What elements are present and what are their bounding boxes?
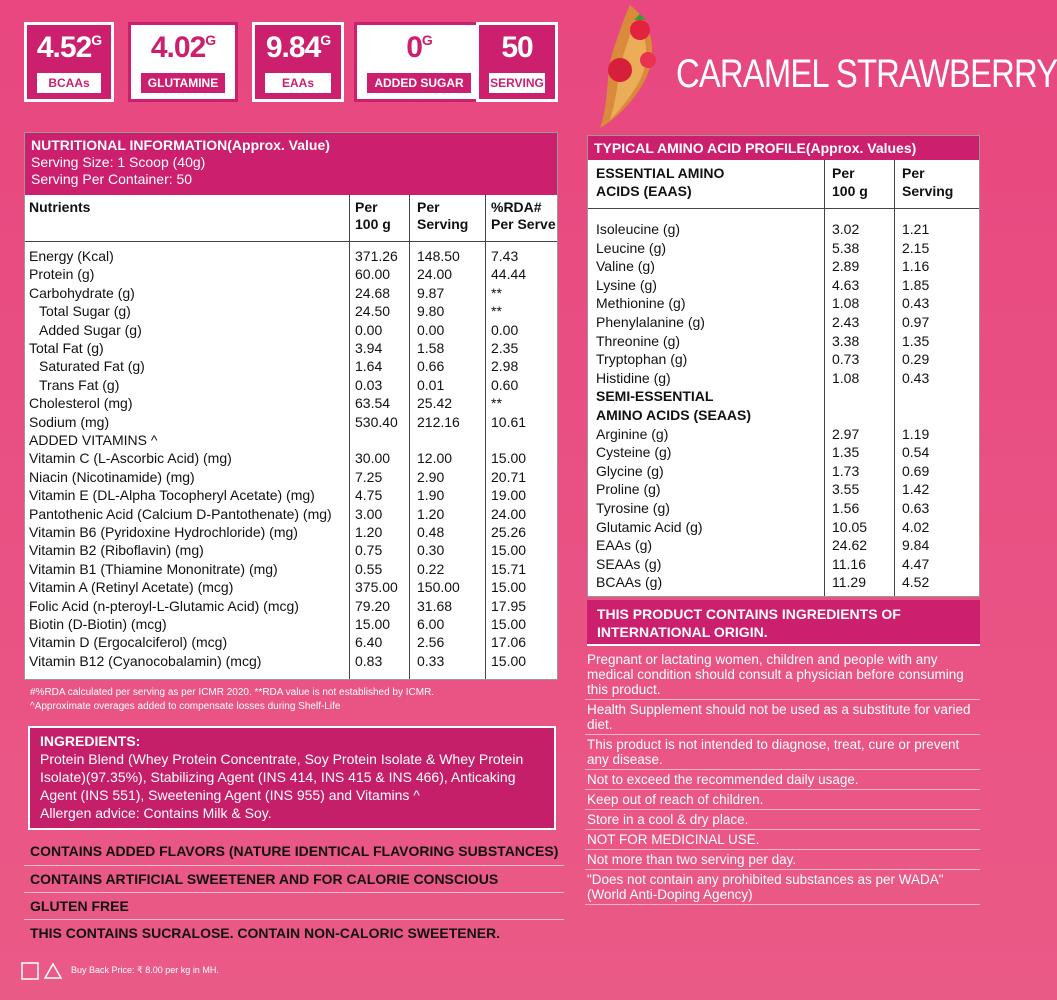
nutrient-value: 3.00: [355, 505, 383, 522]
nutrient-value: 10.61: [491, 413, 527, 430]
amino-name: EAAs (g): [596, 537, 653, 554]
nutrient-value: 1.20: [417, 505, 445, 522]
stat-value: $4.52^G$: [36, 31, 102, 64]
nutrient-name: Biotin (D-Biotin) (mcg): [29, 616, 167, 632]
stat-value: $0^G$: [406, 31, 432, 64]
ingredients-box: [28, 726, 556, 830]
amino-name: Arginine (g): [596, 425, 669, 442]
nutrient-value: 63.54: [355, 395, 391, 412]
amino-value: 11.16: [832, 555, 866, 572]
nutrient-value: **: [491, 303, 502, 320]
nutrient-name: Saturated Fat (g): [39, 358, 145, 375]
nutrient-value: 24.50: [355, 303, 391, 320]
nutrition-row: [25, 597, 557, 616]
nutrition-row: [25, 615, 557, 634]
warning-item: Not to exceed the recommended daily usage.: [585, 770, 980, 790]
nutrient-name: Vitamin B1 (Thiamine Mononitrate) (mg): [29, 560, 278, 577]
amino-row: [588, 573, 979, 592]
nutrition-row: [25, 633, 557, 652]
stat-added-sugar: [354, 22, 484, 102]
amino-row: [588, 462, 979, 481]
nutrient-value: 15.00: [491, 652, 527, 669]
amino-value: 1.56: [832, 500, 860, 516]
amino-name: Methionine (g): [596, 295, 686, 312]
nutrient-value: 0.55: [355, 560, 383, 577]
nutrition-row: [25, 486, 557, 505]
warning-item: Not more than two serving per day.: [585, 850, 980, 870]
nutrient-value: 375.00: [355, 579, 398, 596]
amino-value: 1.85: [902, 276, 930, 293]
amino-value: 10.05: [832, 518, 868, 535]
nutrition-row: [25, 284, 557, 303]
nutrient-value: 7.25: [355, 468, 383, 485]
nutrient-name: Vitamin B6 (Pyridoxine Hydrochloride) (mg): [29, 524, 298, 540]
stat-bcaas: [24, 22, 114, 102]
nutrient-value: 15.00: [491, 450, 527, 467]
amino-value: 1.16: [902, 258, 930, 275]
nutrient-name: Total Sugar (g): [39, 303, 131, 320]
nutrient-name: Vitamin A (Retinyl Acetate) (mcg): [29, 579, 234, 596]
amino-row: [588, 239, 979, 258]
claim-item: CONTAINS ADDED FLAVORS (NATURE IDENTICAL FLAVORING SUBSTANCES): [30, 843, 559, 859]
claim-item: THIS CONTAINS SUCRALOSE. CONTAIN NON-CALORIC SWEETENER.: [24, 919, 564, 946]
nutrient-name: Protein (g): [29, 266, 95, 283]
nutrition-row: [25, 321, 557, 340]
nutrient-value: 6.00: [417, 616, 445, 632]
nutrient-value: **: [491, 284, 502, 301]
origin-banner: [587, 600, 980, 646]
nutrient-name: Pantothenic Acid (Calcium D-Pantothenate) (mg): [29, 505, 332, 522]
triangle-recycle-icon: [43, 961, 63, 981]
nutrient-value: 0.00: [355, 321, 383, 338]
nutrient-value: 60.00: [355, 266, 391, 283]
amino-row: [588, 294, 979, 313]
claims-list: [24, 838, 564, 946]
nutrient-value: 25.26: [491, 524, 527, 540]
nutrition-row: [25, 468, 557, 487]
claim-item: CONTAINS ARTIFICIAL SWEETENER AND FOR CALORIE CONSCIOUS: [24, 865, 564, 892]
nutrient-name: Carbohydrate (g): [29, 284, 135, 301]
nutrition-row: [25, 578, 557, 597]
nutrient-name: Added Sugar (g): [39, 321, 142, 338]
warning-item: Health Supplement should not be used as a substitute for varied diet.: [585, 700, 980, 735]
header-rule: [588, 208, 979, 209]
amino-row: [588, 443, 979, 462]
nutrient-value: 530.40: [355, 413, 398, 430]
nutrient-value: 30.00: [355, 450, 391, 467]
ingredients-title: INGREDIENTS:: [40, 733, 141, 749]
amino-header-name: ESSENTIAL AMINO ACIDS (EAAS): [596, 165, 725, 199]
amino-value: 4.02: [902, 518, 930, 535]
nutrient-value: 0.00: [417, 321, 445, 338]
flavor-name: CARAMEL STRAWBERRY: [676, 52, 1057, 96]
amino-value: 1.19: [902, 425, 930, 442]
nutrient-name: Total Fat (g): [29, 340, 104, 356]
warning-item: Keep out of reach of children.: [585, 790, 980, 810]
amino-value: 3.02: [832, 221, 860, 237]
stat-label: ADDED SUGAR: [367, 73, 471, 93]
nutrient-value: 4.75: [355, 487, 383, 504]
nutrient-name: Vitamin E (DL-Alpha Tocopheryl Acetate) (mg): [29, 487, 315, 504]
serving-size: Serving Size: 1 Scoop (40g): [31, 154, 206, 170]
nutrient-value: 371.26: [355, 248, 398, 264]
nutrient-value: 2.35: [491, 340, 519, 356]
amino-row: [588, 220, 979, 239]
nutrition-row: [25, 505, 557, 524]
amino-row: [588, 425, 979, 444]
nutrient-value: 148.50: [417, 248, 460, 264]
origin-line-2: INTERNATIONAL ORIGIN.: [597, 624, 768, 640]
amino-row: [588, 350, 979, 369]
amino-value: 5.38: [832, 239, 860, 256]
nutrient-value: 12.00: [417, 450, 453, 467]
nutrient-value: 25.42: [417, 395, 453, 412]
nutrition-row: [25, 449, 557, 468]
nutrition-row: [25, 560, 557, 579]
nutrient-value: 0.60: [491, 376, 519, 393]
nutrient-name: Vitamin B2 (Riboflavin) (mg): [29, 542, 204, 559]
nutrient-name: Sodium (mg): [29, 413, 110, 430]
footnotes: [30, 686, 434, 714]
nutrient-name: Cholesterol (mg): [29, 395, 133, 412]
warning-item: Pregnant or lactating women, children and people with any medical condition should consult a physician before consuming this product.: [585, 650, 980, 700]
nutrition-row: [25, 541, 557, 560]
amino-value: 1.35: [832, 444, 860, 461]
nutrient-value: 20.71: [491, 468, 527, 485]
amino-value: 9.84: [902, 537, 930, 554]
nutrition-title: NUTRITIONAL INFORMATION(Approx. Value): [31, 137, 330, 153]
amino-name: Tyrosine (g): [596, 500, 670, 516]
amino-name: Cysteine (g): [596, 444, 672, 461]
nutrient-value: 7.43: [491, 248, 519, 264]
amino-value: 1.42: [902, 481, 930, 498]
nutrition-row: [25, 523, 557, 542]
amino-value: 1.08: [832, 295, 860, 312]
nutrient-value: 15.00: [491, 542, 527, 559]
amino-row: [588, 518, 979, 537]
amino-name: Histidine (g): [596, 369, 671, 386]
amino-value: 4.63: [832, 276, 860, 293]
amino-name: BCAAs (g): [596, 574, 663, 591]
nutrient-name: Niacin (Nicotinamide) (mg): [29, 468, 195, 485]
bottom-bar: [20, 958, 320, 982]
nutrient-value: 1.90: [417, 487, 445, 504]
origin-line-1: THIS PRODUCT CONTAINS INGREDIENTS OF: [597, 606, 901, 622]
amino-name: AMINO ACIDS (SEAAS): [596, 407, 752, 423]
warning-item: "Does not contain any prohibited substances as per WADA" (World Anti-Doping Agency): [585, 870, 980, 905]
amino-value: 0.43: [902, 369, 930, 386]
amino-name: Lysine (g): [596, 276, 657, 293]
nutrient-value: 24.68: [355, 284, 391, 301]
nutrition-header: [25, 133, 557, 195]
stats-strip: [24, 22, 564, 102]
nutrient-value: 0.01: [417, 376, 445, 393]
amino-name: Leucine (g): [596, 239, 667, 256]
nutrient-value: 0.75: [355, 542, 383, 559]
stat-label: GLUTAMINE: [141, 73, 225, 93]
amino-value: 2.43: [832, 314, 860, 330]
nutrition-row: [25, 339, 557, 358]
nutrient-value: 9.87: [417, 284, 445, 301]
nutrient-name: Folic Acid (n-pteroyl-L-Glutamic Acid) (mcg): [29, 597, 299, 614]
nutrient-value: **: [491, 395, 502, 412]
nutrient-name: Energy (Kcal): [29, 248, 114, 264]
ingredients-text: Protein Blend (Whey Protein Concentrate, Soy Protein Isolate & Whey Protein Isolate)(97.35%), Stabilizing Agent (INS 414, INS 415 & INS 466), Anticaking Agent (INS 551), Sweetening Agent (INS 955) and Vitamins ^: [40, 751, 524, 803]
amino-row: [588, 536, 979, 555]
stat-value: 50: [501, 31, 533, 64]
nutrient-value: 19.00: [491, 487, 527, 504]
amino-name: SEMI-ESSENTIAL: [596, 388, 714, 405]
amino-value: 0.97: [902, 314, 930, 330]
amino-value: 0.73: [832, 351, 860, 368]
amino-value: 0.43: [902, 295, 930, 312]
amino-value: 3.38: [832, 332, 860, 349]
stat-eaas: [252, 22, 344, 102]
warnings-list: [585, 650, 980, 905]
stat-glutamine: [128, 22, 238, 102]
nutrient-value: 3.94: [355, 340, 383, 356]
stat-label: BCAAs: [37, 73, 101, 93]
amino-row: [588, 332, 979, 351]
amino-title: TYPICAL AMINO ACID PROFILE(Approx. Values): [588, 136, 979, 160]
nutrient-name: ADDED VITAMINS ^: [29, 432, 158, 448]
nutrition-row: [25, 376, 557, 395]
nutrition-row: [25, 302, 557, 321]
stat-serving: [476, 22, 558, 102]
nutrient-value: 24.00: [417, 266, 453, 283]
strawberry-splash-icon: [590, 0, 670, 130]
nutrition-row: [25, 431, 557, 450]
nutrient-value: 2.98: [491, 358, 519, 375]
buy-back-price: Buy Back Price: ₹ 8.00 per kg in MH.: [71, 965, 219, 975]
nutrient-value: 79.20: [355, 597, 391, 614]
amino-value: 1.08: [832, 369, 860, 386]
amino-name: Phenylalanine (g): [596, 314, 705, 330]
nutrition-row: [25, 357, 557, 376]
amino-value: 0.69: [902, 462, 930, 479]
nutrient-value: 15.71: [491, 560, 527, 577]
nutrition-row: [25, 652, 557, 671]
nutrient-value: 15.00: [491, 616, 527, 632]
nutrient-value: 44.44: [491, 266, 527, 283]
amino-header-perserving: Per Serving: [902, 165, 954, 199]
nutrition-table: [25, 195, 557, 679]
header-rule: [25, 241, 557, 242]
recycle-symbol-icon: [20, 961, 40, 981]
nutrient-value: 0.22: [417, 560, 445, 577]
nutrition-row: [25, 413, 557, 432]
nutrient-value: 31.68: [417, 597, 453, 614]
nutrient-value: 2.90: [417, 468, 445, 485]
amino-panel: [587, 135, 980, 597]
amino-name: Glycine (g): [596, 462, 664, 479]
nutrient-name: Trans Fat (g): [39, 376, 120, 393]
nutrient-value: 17.06: [491, 634, 527, 651]
warning-item: Store in a cool & dry place.: [585, 810, 980, 830]
nutrient-value: 0.03: [355, 376, 383, 393]
stat-label: SERVING: [489, 73, 545, 93]
amino-value: 4.47: [902, 555, 930, 572]
amino-section-heading: [588, 387, 979, 406]
amino-name: Threonine (g): [596, 332, 681, 349]
amino-value: 2.97: [832, 425, 860, 442]
amino-row: [588, 313, 979, 332]
nutrient-value: 15.00: [355, 616, 391, 632]
amino-name: Isoleucine (g): [596, 221, 681, 237]
amino-name: Valine (g): [596, 258, 655, 275]
header-nutrients: Nutrients: [29, 199, 91, 215]
amino-table: [588, 160, 979, 596]
amino-row: [588, 369, 979, 388]
nutrient-value: 0.33: [417, 652, 445, 669]
nutrient-value: 0.30: [417, 542, 445, 559]
amino-value: 0.29: [902, 351, 930, 368]
amino-value: 1.35: [902, 332, 930, 349]
amino-header-per100: Per 100 g: [832, 165, 868, 199]
stat-value: $4.02^G$: [150, 31, 216, 64]
nutrient-value: 2.56: [417, 634, 445, 651]
nutrient-value: 0.66: [417, 358, 445, 375]
header-perserving: Per Serving: [417, 199, 469, 232]
amino-name: Tryptophan (g): [596, 351, 688, 368]
allergen-advice: Allergen advice: Contains Milk & Soy.: [40, 805, 272, 821]
stat-value: $9.84^G$: [265, 31, 331, 64]
amino-value: 2.15: [902, 239, 930, 256]
nutrient-value: 212.16: [417, 413, 460, 430]
nutrition-row: [25, 265, 557, 284]
nutrient-name: Vitamin D (Ergocalciferol) (mcg): [29, 634, 228, 651]
amino-row: [588, 555, 979, 574]
nutrient-value: 17.95: [491, 597, 527, 614]
amino-name: Proline (g): [596, 481, 661, 498]
nutrient-value: 1.20: [355, 524, 383, 540]
amino-row: [588, 257, 979, 276]
amino-row: [588, 276, 979, 295]
amino-row: [588, 480, 979, 499]
nutrition-row: [25, 394, 557, 413]
amino-value: 1.21: [902, 221, 930, 237]
nutrient-value: 1.58: [417, 340, 445, 356]
nutrition-panel: [24, 132, 558, 680]
warning-item: This product is not intended to diagnose, treat, cure or prevent any disease.: [585, 735, 980, 770]
stat-label: EAAs: [265, 73, 331, 93]
nutrient-value: 24.00: [491, 505, 527, 522]
warning-item: NOT FOR MEDICINAL USE.: [585, 830, 980, 850]
amino-value: 4.52: [902, 574, 930, 591]
amino-name: Glutamic Acid (g): [596, 518, 703, 535]
amino-value: 0.54: [902, 444, 930, 461]
header-rda: %RDA# Per Serve: [491, 199, 556, 232]
amino-value: 11.29: [832, 574, 866, 591]
amino-name: SEAAs (g): [596, 555, 662, 572]
nutrient-value: 9.80: [417, 303, 445, 320]
nutrient-value: 0.83: [355, 652, 383, 669]
footnote-rda: #%RDA calculated per serving as per ICMR 2020. **RDA value is not established by ICMR.: [30, 687, 435, 698]
nutrient-value: 0.48: [417, 524, 445, 540]
nutrition-row: [25, 247, 557, 266]
amino-value: 1.73: [832, 462, 860, 479]
amino-row: [588, 499, 979, 518]
amino-value: 2.89: [832, 258, 860, 275]
footnote-overages: ^Approximate overages added to compensate losses during Shelf-Life: [30, 701, 341, 712]
nutrient-value: 15.00: [491, 579, 527, 596]
serving-per-container: Serving Per Container: 50: [31, 171, 193, 187]
amino-value: 24.62: [832, 537, 868, 554]
nutrient-value: 1.64: [355, 358, 383, 375]
nutrient-value: 150.00: [417, 579, 460, 596]
header-per100: Per 100 g: [355, 199, 391, 232]
nutrient-name: Vitamin B12 (Cyanocobalamin) (mcg): [29, 652, 262, 669]
amino-value: 3.55: [832, 481, 860, 498]
claim-item: GLUTEN FREE: [24, 892, 564, 919]
nutrient-value: 6.40: [355, 634, 383, 651]
amino-section-heading: [588, 406, 979, 425]
nutrient-name: Vitamin C (L-Ascorbic Acid) (mg): [29, 450, 232, 467]
nutrient-value: 0.00: [491, 321, 519, 338]
amino-value: 0.63: [902, 500, 930, 516]
